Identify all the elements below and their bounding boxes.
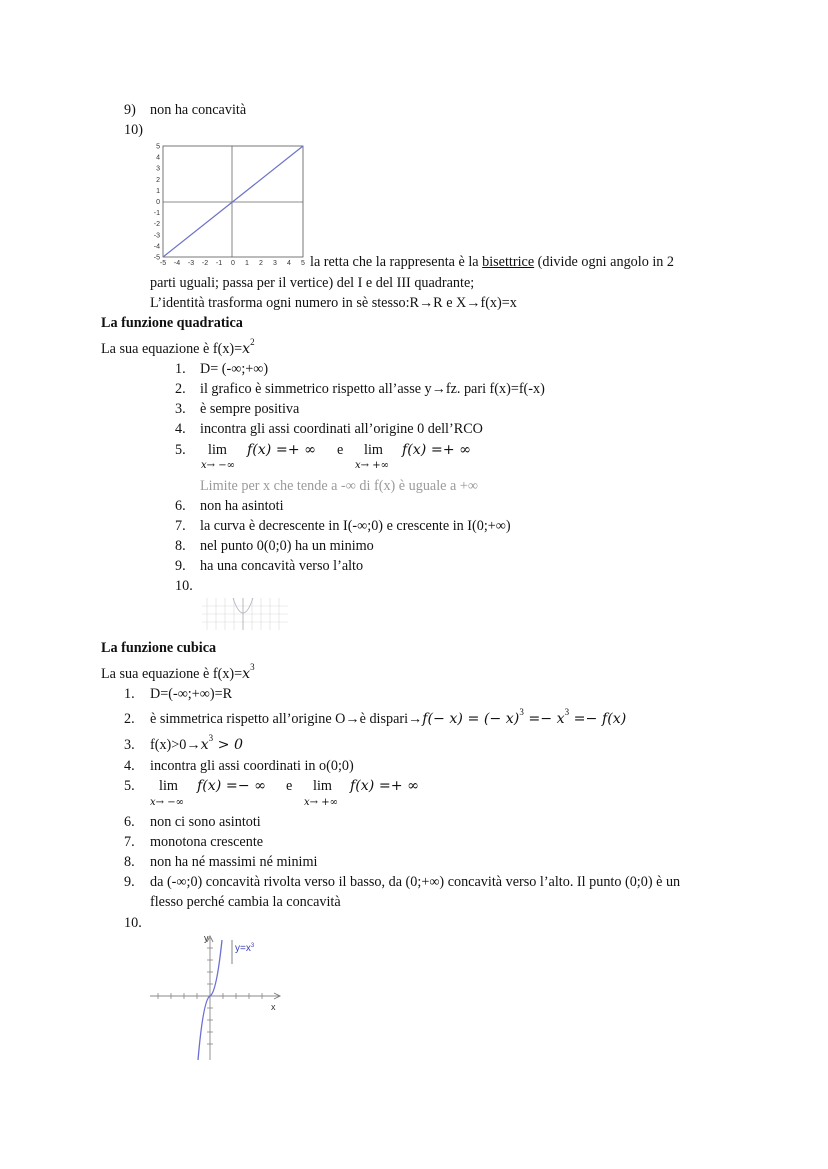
- identity-graph-y-tick: -4: [153, 243, 160, 251]
- cubic-item-8-num: 8.: [124, 854, 135, 870]
- identity-description-line-1: [310, 253, 674, 271]
- identity-graph-x-tick: -2: [201, 260, 209, 267]
- identity-graph-x-tick: 2: [259, 260, 263, 267]
- quadratic-limit-2-expr: f(x) =+ ∞: [402, 442, 471, 458]
- quadratic-item-5-num: 5.: [175, 442, 186, 458]
- identity-graph-x-tick: 5: [301, 260, 305, 267]
- identity-graph-x-tick: -4: [173, 260, 181, 267]
- quadratic-limit-1-sub: x→ −∞: [201, 460, 235, 471]
- cubic-item-3-text: [150, 733, 244, 755]
- identity-graph-x-tick: 1: [245, 260, 249, 267]
- cubic-item-2-num: 2.: [124, 711, 135, 727]
- quadratic-item-7-num: 7.: [175, 518, 186, 534]
- cubic-item-2-math-3: =− f(x): [569, 711, 627, 727]
- identity-graph-y-tick: -5: [153, 254, 160, 262]
- quadratic-equation: [101, 337, 255, 359]
- cubic-graph-curve-label: $y=x^3$: [235, 943, 255, 954]
- cubic-item-3-words: f(x)>0→: [150, 737, 201, 753]
- identity-graph-y-tick: 5: [156, 143, 160, 151]
- bisettrice-link[interactable]: bisettrice: [482, 254, 535, 270]
- quadratic-item-9-text: ha una concavità verso l’alto: [200, 558, 364, 574]
- quadratic-limit-note: Limite per x che tende a -∞ di f(x) è uguale a +∞: [200, 478, 478, 494]
- cubic-item-2-words: è simmetrica rispetto all’origine O→è dispari→: [150, 711, 423, 727]
- quadratic-limit-conj: e: [337, 442, 344, 458]
- identity-graph: [145, 141, 305, 266]
- cubic-item-10-num: 10.: [124, 915, 142, 931]
- identity-graph-x-tick: -1: [215, 260, 223, 267]
- quadratic-limit-1-expr: f(x) =+ ∞: [247, 442, 316, 458]
- cubic-item-4-text: incontra gli assi coordinati in o(0;0): [150, 758, 354, 774]
- cubic-item-6-text: non ci sono asintoti: [150, 814, 261, 830]
- identity-graph-x-tick: -3: [187, 260, 195, 267]
- quadratic-item-8-text: nel punto 0(0;0) ha un minimo: [200, 538, 374, 554]
- cubic-item-7-num: 7.: [124, 834, 135, 850]
- identity-graph-y-ticks: [154, 144, 160, 262]
- identity-graph-x-ticks: [160, 260, 305, 267]
- identity-description-pre: la retta che la rappresenta è la: [310, 254, 483, 270]
- cubic-graph-x-label: x: [271, 1002, 276, 1012]
- quadratic-item-6-text: non ha asintoti: [200, 498, 284, 514]
- quadratic-item-10-num: 10.: [175, 578, 193, 594]
- identity-graph-y-tick: 2: [156, 176, 160, 184]
- identity-description-line-2: parti uguali; passa per il vertice) del I e del III quadrante;: [150, 275, 475, 291]
- identity-graph-x-tick: 3: [273, 260, 277, 267]
- cubic-item-2-exp-1: 3: [519, 707, 524, 717]
- quadratic-item-4-text: incontra gli assi coordinati all’origine 0 dell’RCO: [200, 421, 483, 437]
- cubic-equation-exp: 3: [250, 662, 255, 672]
- cubic-item-1-text: D=(-∞;+∞)=R: [150, 686, 233, 702]
- cubic-item-9-num: 9.: [124, 874, 135, 890]
- cubic-item-1-num: 1.: [124, 686, 135, 702]
- identity-graph-y-tick: -3: [153, 232, 160, 240]
- cubic-item-6-num: 6.: [124, 814, 135, 830]
- cubic-item-9-text-cont: flesso perché cambia la concavità: [150, 894, 341, 910]
- cubic-limit-1-lim: lim: [159, 778, 178, 794]
- quadratic-item-6-num: 6.: [175, 498, 186, 514]
- cubic-equation: [101, 662, 255, 684]
- identity-graph-y-tick: 1: [156, 187, 160, 195]
- quadratic-item-9-num: 9.: [175, 558, 186, 574]
- identity-description-post: (divide ogni angolo in 2: [534, 254, 675, 270]
- quadratic-equation-text: La sua equazione è f(x)=: [101, 341, 243, 357]
- cubic-item-3-num: 3.: [124, 737, 135, 753]
- quadratic-item-3-text: è sempre positiva: [200, 401, 300, 417]
- quadratic-limit-2-lim: lim: [364, 442, 383, 458]
- quadratic-limit-2-sub: x→ +∞: [355, 460, 389, 471]
- identity-graph-y-tick: 3: [156, 165, 160, 173]
- quadratic-equation-exp: 2: [250, 337, 255, 347]
- cubic-equation-var: x: [242, 666, 251, 682]
- identity-graph-y-tick: 0: [156, 199, 160, 206]
- cubic-item-2-exp-2: 3: [564, 707, 570, 717]
- quadratic-item-2-text: il grafico è simmetrico rispetto all’asse y→fz. pari f(x)=f(-x): [200, 381, 545, 397]
- cubic-limit-2-lim: lim: [313, 778, 332, 794]
- quadratic-graph: [202, 598, 288, 630]
- quadratic-item-4-num: 4.: [175, 421, 186, 437]
- quadratic-item-8-num: 8.: [175, 538, 186, 554]
- cubic-graph-y-label: y: [204, 933, 209, 943]
- cubic-item-4-num: 4.: [124, 758, 135, 774]
- identity-graph-y-tick: -2: [153, 221, 160, 229]
- identity-item-9-text: non ha concavità: [150, 102, 247, 118]
- cubic-item-3-math-2: > 0: [213, 737, 244, 753]
- cubic-equation-text: La sua equazione è f(x)=: [101, 666, 243, 682]
- cubic-item-2-text: [150, 707, 627, 729]
- quadratic-equation-var: x: [242, 341, 251, 357]
- cubic-item-5-num: 5.: [124, 778, 135, 794]
- identity-description-line-3: L’identità trasforma ogni numero in sè stesso:R→R e X→f(x)=x: [150, 295, 517, 311]
- cubic-item-2-math-2: =− x: [523, 711, 565, 727]
- quadratic-item-3-num: 3.: [175, 401, 186, 417]
- cubic-limit-2-expr: f(x) =+ ∞: [350, 778, 419, 794]
- identity-graph-x-tick: 4: [287, 260, 291, 267]
- identity-graph-y-tick: -1: [153, 210, 160, 218]
- quadratic-item-1-text: D= (-∞;+∞): [200, 361, 269, 377]
- cubic-item-7-text: monotona crescente: [150, 834, 264, 850]
- identity-item-9-num: 9): [124, 102, 136, 118]
- cubic-limit-1-expr: f(x) =− ∞: [197, 778, 266, 794]
- cubic-item-2-math-1: f(− x) = (− x): [422, 711, 520, 727]
- identity-graph-x-tick: -5: [159, 260, 167, 267]
- cubic-heading: La funzione cubica: [101, 640, 217, 656]
- quadratic-item-1-num: 1.: [175, 361, 186, 377]
- cubic-item-8-text: non ha né massimi né minimi: [150, 854, 318, 870]
- cubic-graph: [148, 932, 288, 1062]
- quadratic-heading: La funzione quadratica: [101, 315, 243, 331]
- identity-item-10-num: 10): [124, 122, 143, 138]
- cubic-item-3-exp-1: 3: [208, 733, 214, 743]
- quadratic-item-7-text: la curva è decrescente in I(-∞;0) e crescente in I(0;+∞): [200, 518, 511, 534]
- cubic-limit-2-sub: x→ +∞: [304, 797, 338, 808]
- quadratic-limit-1-lim: lim: [208, 442, 227, 458]
- identity-graph-x-tick: 0: [231, 260, 235, 267]
- quadratic-item-2-num: 2.: [175, 381, 186, 397]
- cubic-limit-conj: e: [286, 778, 293, 794]
- identity-graph-y-tick: 4: [156, 154, 160, 162]
- cubic-limit-1-sub: x→ −∞: [150, 797, 184, 808]
- cubic-item-3-math-1: x: [200, 737, 209, 753]
- cubic-item-9-text: da (-∞;0) concavità rivolta verso il basso, da (0;+∞) concavità verso l’alto. Il punto (0;0) è un: [150, 874, 681, 890]
